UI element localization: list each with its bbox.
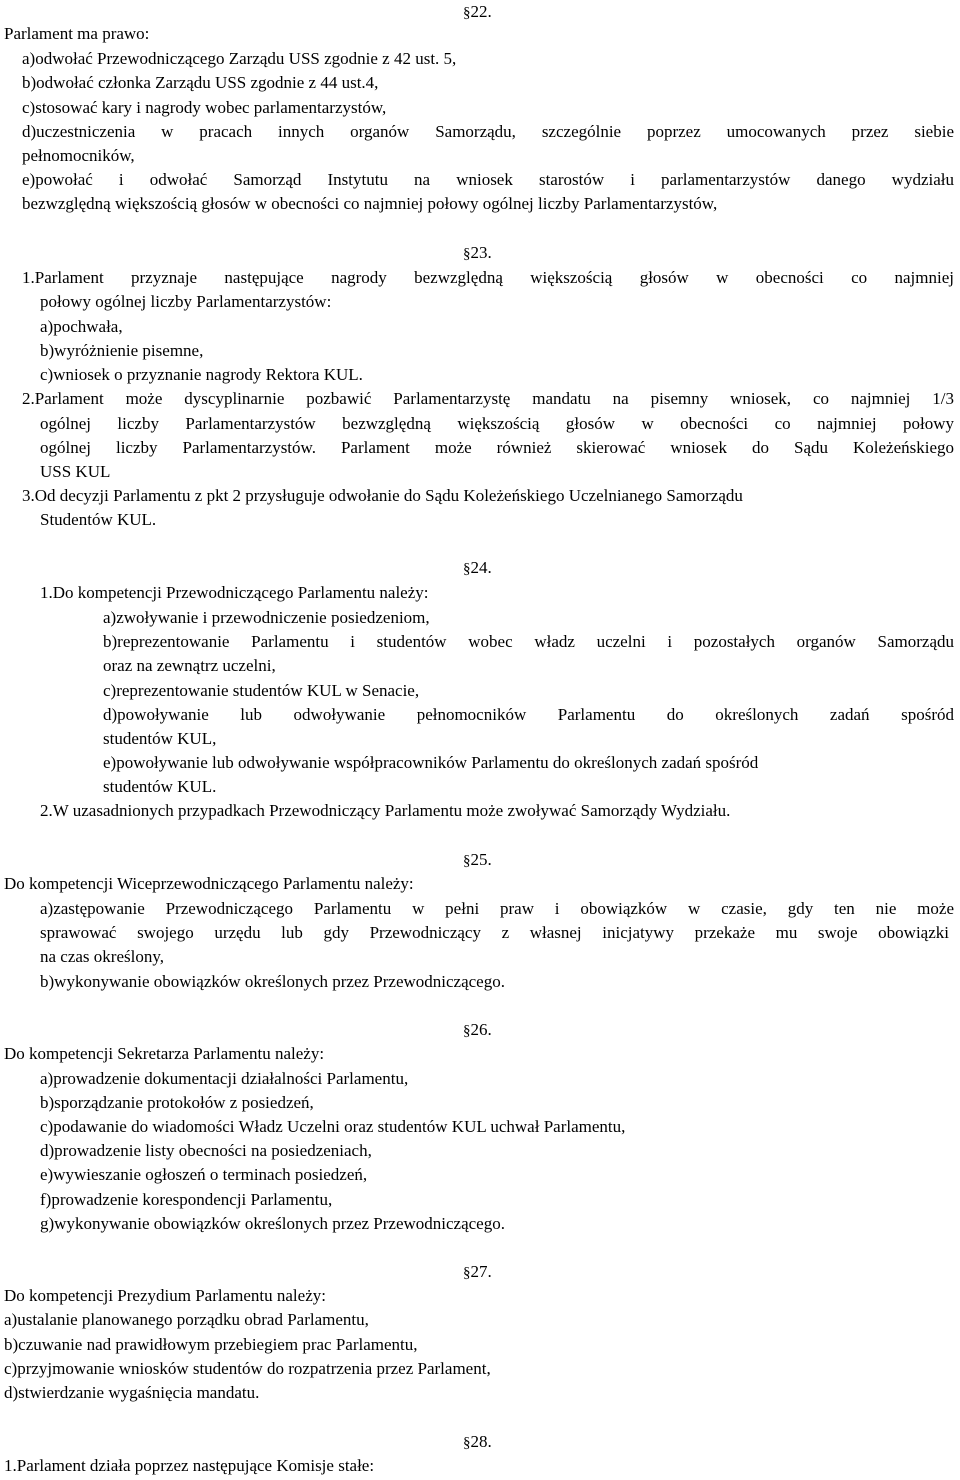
s26-line: f)prowadzenie korespondencji Parlamentu, xyxy=(40,1190,333,1209)
section-number-26: §26. xyxy=(463,1020,492,1039)
s22-item: e)powołać i odwołać Samorząd Instytutu na wniosek starostów i parlamentarzystów danego wydziału xyxy=(22,170,954,189)
s22-item: bezwzględną większością głosów w obecności co najmniej połowy ogólnej liczby Parlamentarzystów, xyxy=(22,194,718,213)
paragraph-sign-icon: § xyxy=(463,1435,471,1451)
s28-line: 1.Parlament działa poprzez następujące Komisje stałe: xyxy=(4,1456,375,1475)
s26-line: g)wykonywanie obowiązków określonych przez Przewodniczącego. xyxy=(40,1214,505,1233)
s25-line: a)zastępowanie Przewodniczącego Parlamentu w pełni praw i obowiązków w czasie, gdy ten nie może xyxy=(40,899,954,918)
s24-line: b)reprezentowanie Parlamentu i studentów wobec władz uczelni i pozostałych organów Samorządu xyxy=(103,632,954,651)
s23-line: b)wyróżnienie pisemne, xyxy=(40,341,204,360)
section-number-24: §24. xyxy=(463,558,492,577)
paragraph-sign-icon: § xyxy=(463,853,471,869)
s26-line: a)prowadzenie dokumentacji działalności Parlamentu, xyxy=(40,1069,409,1088)
s26-line: c)podawanie do wiadomości Władz Uczelni oraz studentów KUL uchwał Parlamentu, xyxy=(40,1117,626,1136)
s24-line: d)powoływanie lub odwoływanie pełnomocników Parlamentu do określonych zadań spośród xyxy=(103,705,954,724)
s24-line: studentów KUL. xyxy=(103,777,217,796)
s27-line: Do kompetencji Prezydium Parlamentu należy: xyxy=(4,1286,326,1305)
s23-line: 3.Od decyzji Parlamentu z pkt 2 przysługuje odwołanie do Sądu Koleżeńskiego Uczelnianego Samorządu xyxy=(22,486,743,505)
s22-intro: Parlament ma prawo: xyxy=(4,24,150,43)
s24-line: oraz na zewnątrz uczelni, xyxy=(103,656,276,675)
s27-line: b)czuwanie nad prawidłowym przebiegiem prac Parlamentu, xyxy=(4,1335,418,1354)
s26-line: d)prowadzenie listy obecności na posiedzeniach, xyxy=(40,1141,372,1160)
s25-line: b)wykonywanie obowiązków określonych przez Przewodniczącego. xyxy=(40,972,505,991)
s23-line: c)wniosek o przyznanie nagrody Rektora KUL. xyxy=(40,365,363,384)
section-number-27: §27. xyxy=(463,1262,492,1281)
s22-item: d)uczestniczenia w pracach innych organów Samorządu, szczególnie poprzez umocowanych przez siebie xyxy=(22,122,954,141)
s26-line: Do kompetencji Sekretarza Parlamentu należy: xyxy=(4,1044,325,1063)
s24-line: e)powoływanie lub odwoływanie współpracowników Parlamentu do określonych zadań spośród xyxy=(103,753,759,772)
s24-line: 2.W uzasadnionych przypadkach Przewodniczący Parlamentu może zwoływać Samorządy Wydziału. xyxy=(40,801,731,820)
s24-line: 1.Do kompetencji Przewodniczącego Parlamentu należy: xyxy=(40,583,429,602)
paragraph-sign-icon: § xyxy=(463,5,471,21)
s23-line: a)pochwała, xyxy=(40,317,123,336)
s23-line: ogólnej liczby Parlamentarzystów. Parlament może również skierować wniosek do Sądu Koleżeńskiego xyxy=(40,438,954,457)
paragraph-sign-icon: § xyxy=(463,1265,471,1281)
s25-line: na czas określony, xyxy=(40,947,164,966)
s22-item: b)odwołać członka Zarządu USS zgodnie z 44 ust.4, xyxy=(22,73,379,92)
s22-item: a)odwołać Przewodniczącego Zarządu USS zgodnie z 42 ust. 5, xyxy=(22,49,457,68)
s25-line: Do kompetencji Wiceprzewodniczącego Parlamentu należy: xyxy=(4,874,414,893)
section-number-25: §25. xyxy=(463,850,492,869)
s25-line: sprawować swojego urzędu lub gdy Przewodniczący z własnej inicjatywy przekaże mu swoje obowiązki xyxy=(40,923,949,942)
section-number-22: §22. xyxy=(463,2,492,21)
s26-line: e)wywieszanie ogłoszeń o terminach posiedzeń, xyxy=(40,1165,368,1184)
s22-item: c)stosować kary i nagrody wobec parlamentarzystów, xyxy=(22,98,387,117)
s23-line: 1.Parlament przyznaje następujące nagrody bezwzględną większością głosów w obecności co najmniej xyxy=(22,268,954,287)
s24-line: a)zwoływanie i przewodniczenie posiedzeniom, xyxy=(103,608,430,627)
s23-line: ogólnej liczby Parlamentarzystów bezwzględną większością głosów w obecności co najmniej połowy xyxy=(40,414,954,433)
s23-line: Studentów KUL. xyxy=(40,510,157,529)
s27-line: c)przyjmowanie wniosków studentów do rozpatrzenia przez Parlament, xyxy=(4,1359,491,1378)
paragraph-sign-icon: § xyxy=(463,246,471,262)
paragraph-sign-icon: § xyxy=(463,561,471,577)
s24-line: studentów KUL, xyxy=(103,729,217,748)
section-number-28: §28. xyxy=(463,1432,492,1451)
s23-line: USS KUL xyxy=(40,462,111,481)
section-number-23: §23. xyxy=(463,243,492,262)
s26-line: b)sporządzanie protokołów z posiedzeń, xyxy=(40,1093,314,1112)
s27-line: a)ustalanie planowanego porządku obrad Parlamentu, xyxy=(4,1310,369,1329)
s22-item: pełnomocników, xyxy=(22,146,135,165)
s23-line: 2.Parlament może dyscyplinarnie pozbawić Parlamentarzystę mandatu na pisemny wniosek, co najmniej 1/3 xyxy=(22,389,954,408)
s23-line: połowy ogólnej liczby Parlamentarzystów: xyxy=(40,292,332,311)
s24-line: c)reprezentowanie studentów KUL w Senacie, xyxy=(103,681,420,700)
s27-line: d)stwierdzanie wygaśnięcia mandatu. xyxy=(4,1383,260,1402)
paragraph-sign-icon: § xyxy=(463,1023,471,1039)
